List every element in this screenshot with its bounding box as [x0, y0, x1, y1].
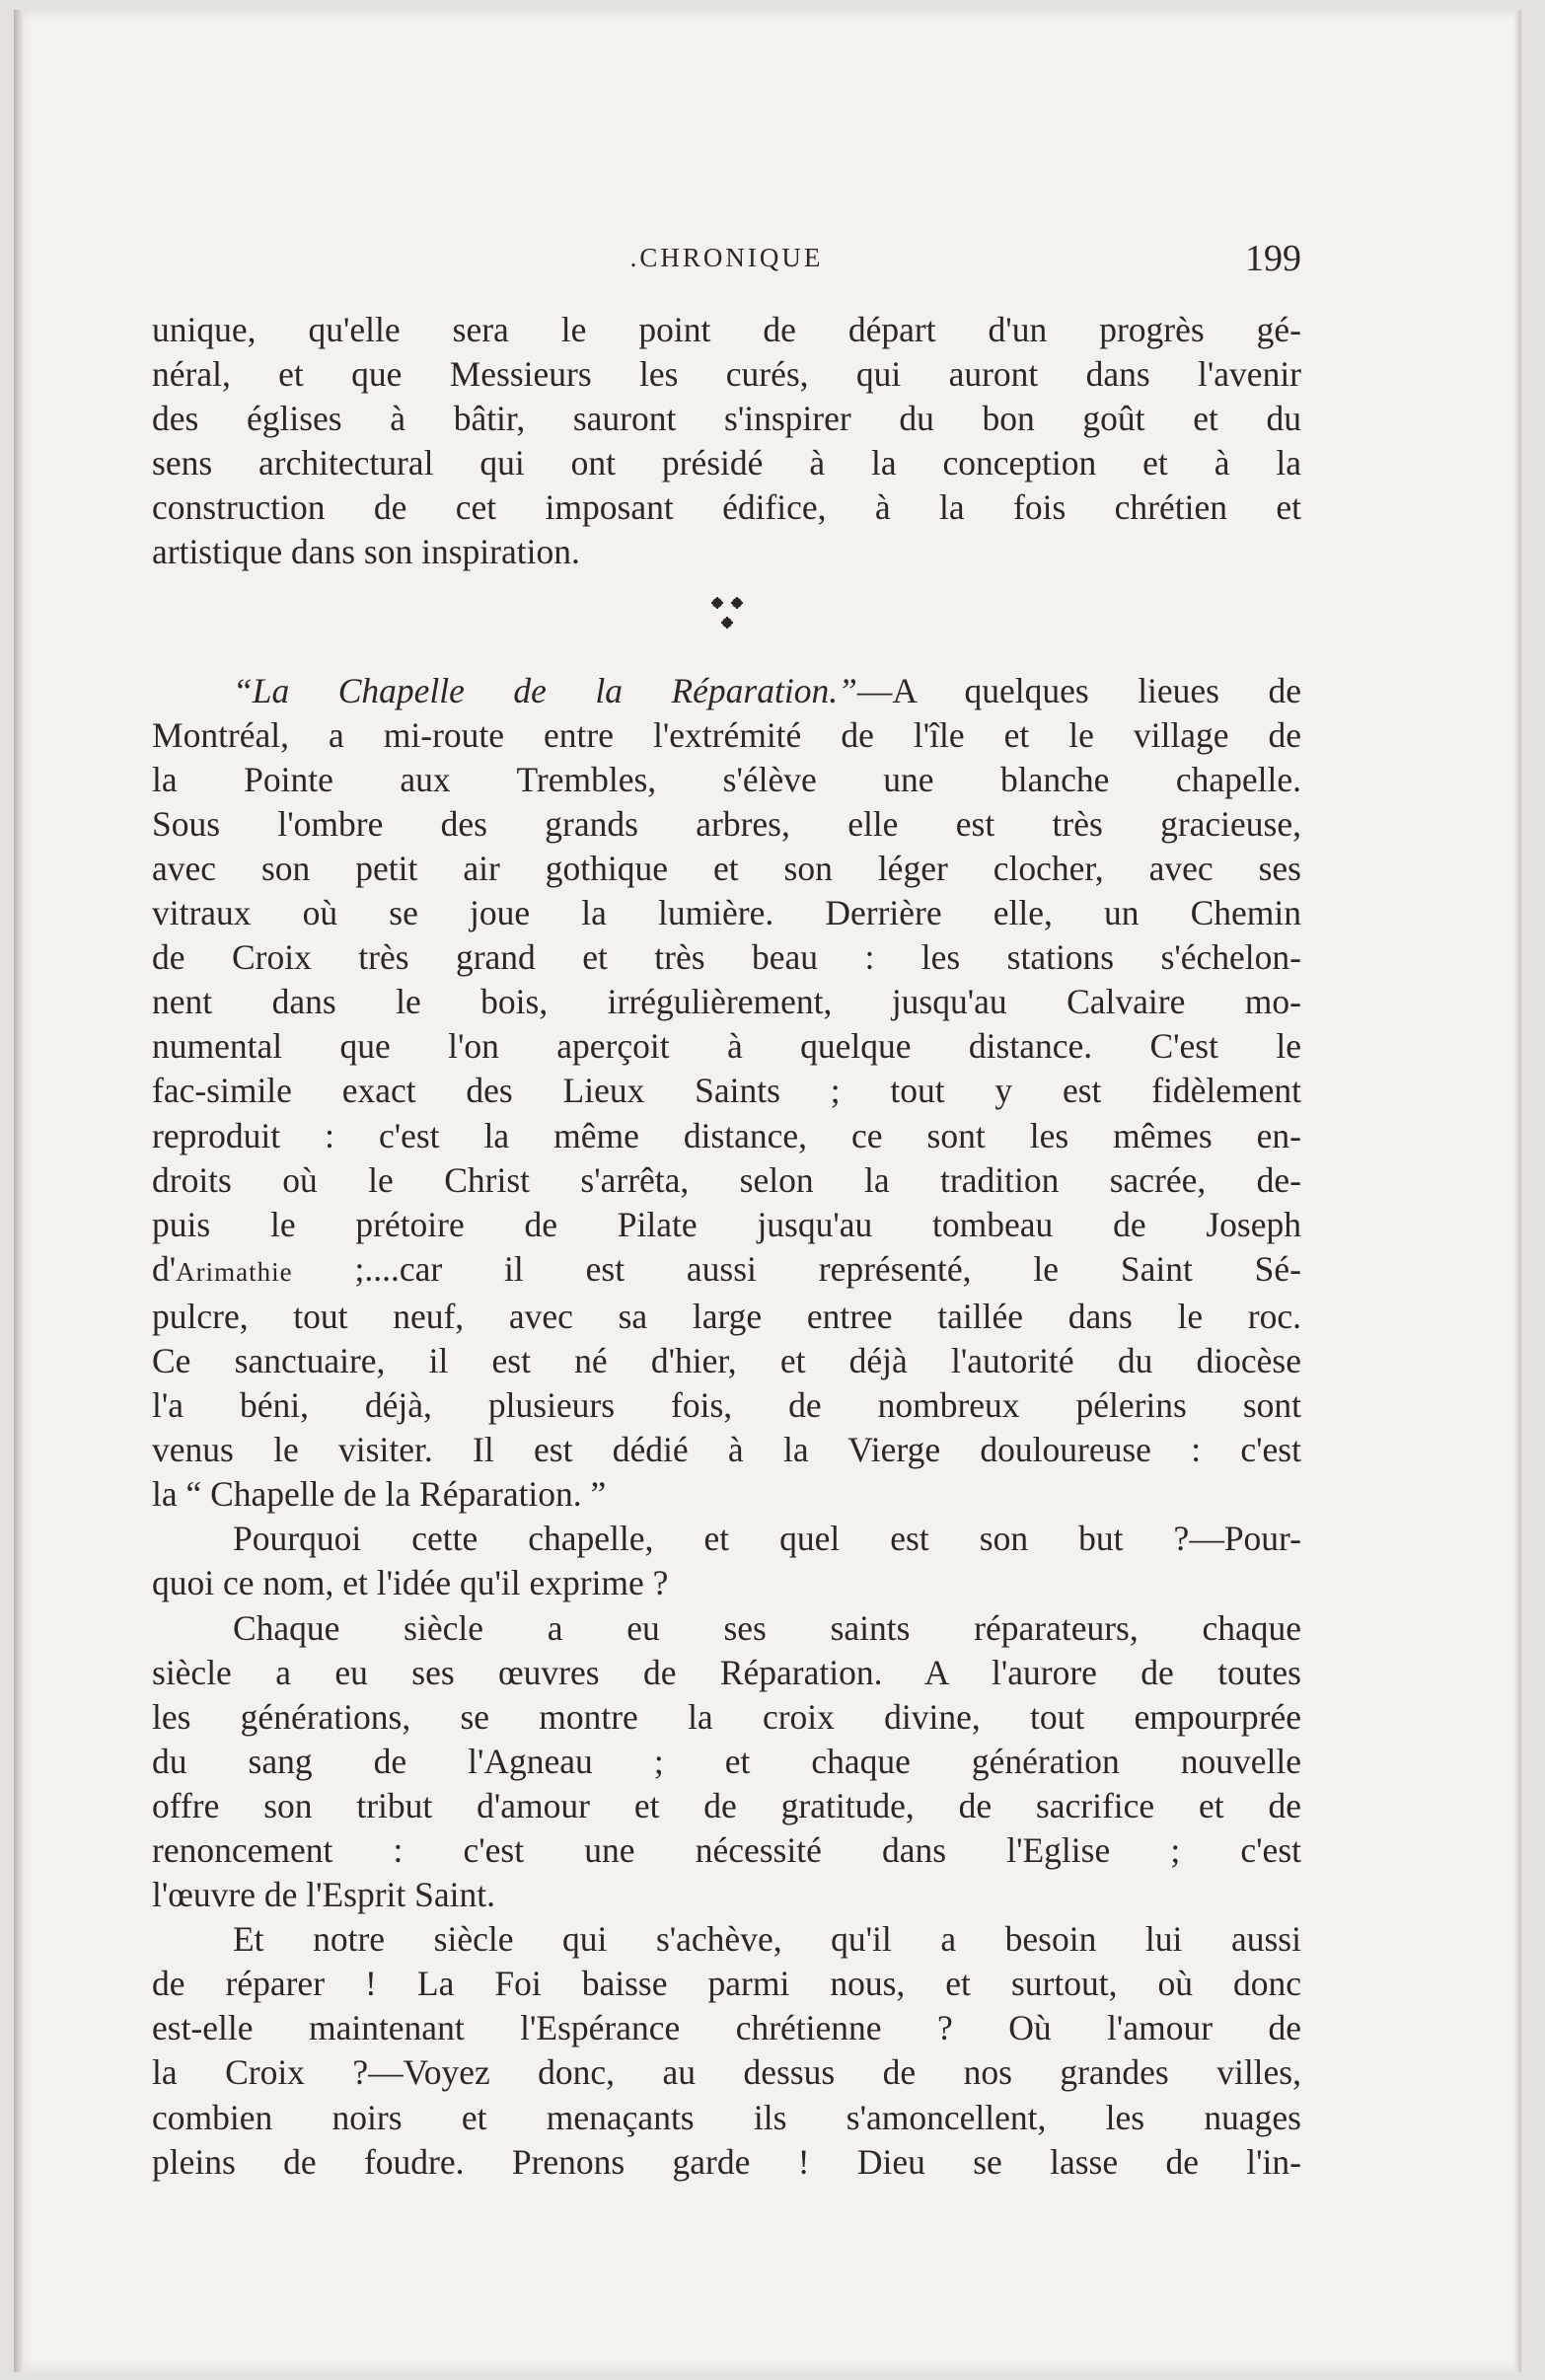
text-line: nent dans le bois, irrégulièrement, jusqu'au Calvaire mo-	[152, 982, 1301, 1022]
text-line: pulcre, tout neuf, avec sa large entree taillée dans le roc.	[152, 1296, 1301, 1336]
text-line: numental que l'on aperçoit à quelque distance. C'est le	[152, 1026, 1301, 1067]
page-binding-edge	[14, 10, 24, 2372]
paragraph-5	[152, 1917, 1301, 2185]
text-line: de Croix très grand et très beau : les stations s'échelon-	[152, 937, 1301, 978]
text-line: unique, qu'elle sera le point de départ d'un progrès gé-	[152, 310, 1301, 349]
text-line: fac-simile exact des Lieux Saints ; tout y est fidèlement	[152, 1071, 1301, 1111]
asterism-icon	[698, 585, 757, 644]
paragraph-2	[152, 669, 1301, 1518]
section-title: “La Chapelle de la Réparation.”	[233, 670, 857, 710]
text-line: du sang de l'Agneau ; et chaque génération nouvelle	[152, 1741, 1301, 1781]
paragraph-3	[152, 1517, 1301, 1605]
text-line: combien noirs et menaçants ils s'amoncellent, les nuages	[152, 2097, 1301, 2137]
text-line: est-elle maintenant l'Espérance chrétienne ? Où l'amour de	[152, 2008, 1301, 2048]
text-line: siècle a eu ses œuvres de Réparation. A l'aurore de toutes	[152, 1652, 1301, 1692]
text-line: “La Chapelle de la Réparation.”—A quelques lieues de	[233, 670, 1301, 710]
text-line: pleins de foudre. Prenons garde ! Dieu se lasse de l'in-	[152, 2141, 1301, 2182]
text-line: artistique dans son inspiration.	[152, 532, 580, 572]
text-line: venus le visiter. Il est dédié à la Vierge douloureuse : c'est	[152, 1430, 1301, 1470]
text-line: Chaque siècle a eu ses saints réparateurs, chaque	[233, 1607, 1301, 1648]
page-number: 199	[1245, 238, 1301, 279]
text-line: Ce sanctuaire, il est né d'hier, et déjà l'autorité du diocèse	[152, 1340, 1301, 1380]
page-outer-edge	[1513, 10, 1521, 2372]
text-line: néral, et que Messieurs les curés, qui auront dans l'avenir	[152, 354, 1301, 395]
text-line: des églises à bâtir, sauront s'inspirer du bon goût et du	[152, 399, 1301, 439]
text-line: la “ Chapelle de la Réparation. ”	[152, 1474, 607, 1515]
body-text	[152, 308, 1301, 2185]
text-line: puis le prétoire de Pilate jusqu'au tombeau de Joseph	[152, 1204, 1301, 1244]
paragraph-4	[152, 1606, 1301, 1918]
text-line: vitraux où se joue la lumière. Derrière elle, un Chemin	[152, 893, 1301, 933]
text-line: avec son petit air gothique et son léger clocher, avec ses	[152, 848, 1301, 888]
text-line: renoncement : c'est une nécessité dans l'Eglise ; c'est	[152, 1830, 1301, 1870]
running-head: .CHRONIQUE	[629, 243, 824, 272]
page-header	[152, 237, 1301, 286]
text-line: construction de cet imposant édifice, à la fois chrétien et	[152, 487, 1301, 528]
text-line: l'œuvre de l'Esprit Saint.	[152, 1875, 496, 1915]
text-line: d'Arimathie ;....car il est aussi représenté, le Saint Sé-	[152, 1248, 1301, 1289]
text-line: la Croix ?—Voyez donc, au dessus de nos grandes villes,	[152, 2052, 1301, 2093]
text-line: Et notre siècle qui s'achève, qu'il a besoin lui aussi	[233, 1919, 1301, 1960]
text-line: sens architectural qui ont présidé à la conception et à la	[152, 443, 1301, 483]
paragraph-1	[152, 308, 1301, 575]
text-line: reproduit : c'est la même distance, ce sont les mêmes en-	[152, 1115, 1301, 1155]
text-line: Sous l'ombre des grands arbres, elle est très gracieuse,	[152, 803, 1301, 844]
text-line: offre son tribut d'amour et de gratitude, de sacrifice et de	[152, 1785, 1301, 1825]
text-line: la Pointe aux Trembles, s'élève une blanche chapelle.	[152, 759, 1301, 799]
text-line: Montréal, a mi-route entre l'extrémité de l'île et le village de	[152, 714, 1301, 755]
text-line: de réparer ! La Foi baisse parmi nous, et surtout, où donc	[152, 1964, 1301, 2004]
text-line: les générations, se montre la croix divine, tout empourprée	[152, 1696, 1301, 1737]
text-line: l'a béni, déjà, plusieurs fois, de nombreux pélerins sont	[152, 1385, 1301, 1426]
text-line: quoi ce nom, et l'idée qu'il exprime ?	[152, 1563, 669, 1603]
book-page	[14, 10, 1521, 2372]
text-line: Pourquoi cette chapelle, et quel est son but ?—Pour-	[233, 1519, 1301, 1559]
section-separator	[152, 575, 1301, 669]
text-line: droits où le Christ s'arrêta, selon la tradition sacrée, de-	[152, 1159, 1301, 1200]
